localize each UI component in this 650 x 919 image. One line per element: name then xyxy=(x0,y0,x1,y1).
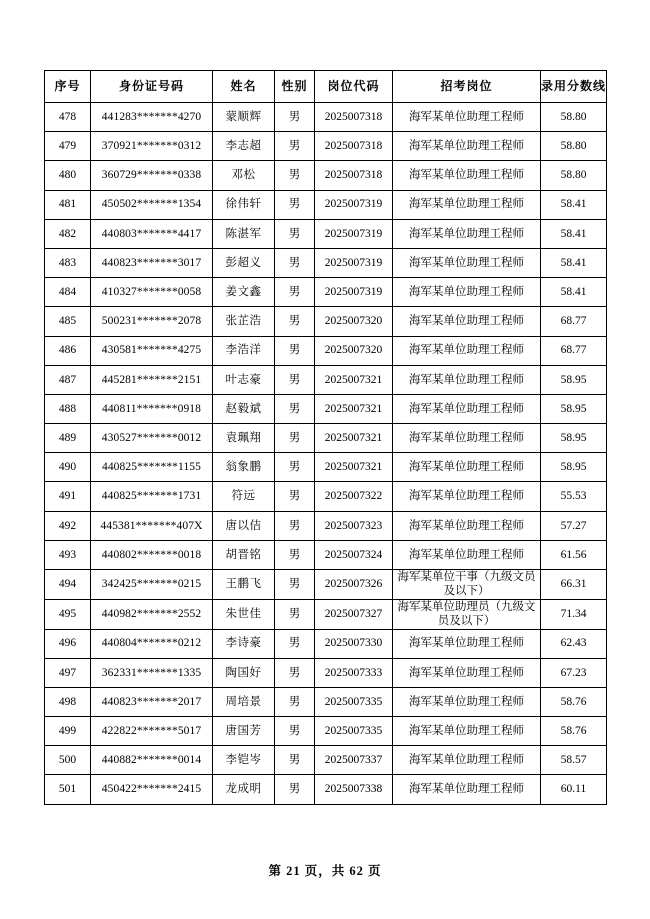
cell-post: 海军某单位助理工程师 xyxy=(393,629,541,658)
column-header-id: 身份证号码 xyxy=(91,71,213,103)
cell-seq: 499 xyxy=(45,717,91,746)
table-row xyxy=(45,511,607,540)
cell-id: 440823*******2017 xyxy=(91,687,213,716)
cell-gender: 男 xyxy=(275,599,315,629)
cell-name: 邓松 xyxy=(213,161,275,190)
cell-id: 441283*******4270 xyxy=(91,103,213,132)
cell-post: 海军某单位助理工程师 xyxy=(393,336,541,365)
cell-id: 445281*******2151 xyxy=(91,365,213,394)
table-row xyxy=(45,746,607,775)
cell-gender: 男 xyxy=(275,775,315,804)
cell-post: 海军某单位助理工程师 xyxy=(393,424,541,453)
cell-seq: 498 xyxy=(45,687,91,716)
cell-seq: 493 xyxy=(45,540,91,569)
cell-gender: 男 xyxy=(275,336,315,365)
cell-post-code: 2025007318 xyxy=(315,103,393,132)
cell-post: 海军某单位助理工程师 xyxy=(393,453,541,482)
table-row xyxy=(45,278,607,307)
table-row xyxy=(45,540,607,569)
cell-gender: 男 xyxy=(275,453,315,482)
cell-post-code: 2025007338 xyxy=(315,775,393,804)
cell-name: 袁珮翔 xyxy=(213,424,275,453)
cell-gender: 男 xyxy=(275,103,315,132)
cell-name: 李诗豪 xyxy=(213,629,275,658)
cell-seq: 495 xyxy=(45,599,91,629)
cell-id: 440803*******4417 xyxy=(91,219,213,248)
cell-post: 海军某单位干事（九级文员及以下） xyxy=(393,570,541,600)
cell-post: 海军某单位助理工程师 xyxy=(393,365,541,394)
table-row xyxy=(45,336,607,365)
cell-gender: 男 xyxy=(275,540,315,569)
cell-name: 李志超 xyxy=(213,132,275,161)
cell-id: 430527*******0012 xyxy=(91,424,213,453)
cell-post: 海军某单位助理工程师 xyxy=(393,511,541,540)
table-header-row xyxy=(45,71,607,103)
cell-score: 62.43 xyxy=(541,629,607,658)
cell-name: 陈湛军 xyxy=(213,219,275,248)
cell-post-code: 2025007337 xyxy=(315,746,393,775)
cell-seq: 479 xyxy=(45,132,91,161)
column-header-seq: 序号 xyxy=(45,71,91,103)
cell-seq: 492 xyxy=(45,511,91,540)
cell-post-code: 2025007319 xyxy=(315,278,393,307)
cell-post-code: 2025007333 xyxy=(315,658,393,687)
cell-post-code: 2025007327 xyxy=(315,599,393,629)
cell-post-code: 2025007330 xyxy=(315,629,393,658)
cell-seq: 486 xyxy=(45,336,91,365)
cell-name: 李浩洋 xyxy=(213,336,275,365)
cell-post-code: 2025007318 xyxy=(315,161,393,190)
cell-post: 海军某单位助理工程师 xyxy=(393,248,541,277)
table-row xyxy=(45,570,607,600)
cell-gender: 男 xyxy=(275,394,315,423)
page-footer: 第 21 页，共 62 页 xyxy=(268,864,382,878)
cell-seq: 481 xyxy=(45,190,91,219)
cell-score: 67.23 xyxy=(541,658,607,687)
cell-post: 海军某单位助理工程师 xyxy=(393,687,541,716)
cell-id: 360729*******0338 xyxy=(91,161,213,190)
cell-id: 440882*******0014 xyxy=(91,746,213,775)
table-body xyxy=(45,103,607,805)
cell-name: 周培景 xyxy=(213,687,275,716)
cell-score: 58.41 xyxy=(541,278,607,307)
cell-id: 440804*******0212 xyxy=(91,629,213,658)
cell-gender: 男 xyxy=(275,570,315,600)
column-header-name: 姓名 xyxy=(213,71,275,103)
cell-post-code: 2025007321 xyxy=(315,453,393,482)
cell-seq: 482 xyxy=(45,219,91,248)
column-header-post-code: 岗位代码 xyxy=(315,71,393,103)
cell-score: 57.27 xyxy=(541,511,607,540)
cell-gender: 男 xyxy=(275,365,315,394)
cell-post: 海军某单位助理工程师 xyxy=(393,219,541,248)
cell-score: 58.41 xyxy=(541,190,607,219)
cell-seq: 488 xyxy=(45,394,91,423)
cell-gender: 男 xyxy=(275,482,315,511)
cell-post: 海军某单位助理工程师 xyxy=(393,278,541,307)
cell-post-code: 2025007321 xyxy=(315,394,393,423)
cell-seq: 480 xyxy=(45,161,91,190)
cell-post: 海军某单位助理工程师 xyxy=(393,190,541,219)
cell-post-code: 2025007321 xyxy=(315,424,393,453)
cell-score: 60.11 xyxy=(541,775,607,804)
cell-score: 58.95 xyxy=(541,394,607,423)
cell-gender: 男 xyxy=(275,424,315,453)
cell-post-code: 2025007320 xyxy=(315,307,393,336)
cell-seq: 491 xyxy=(45,482,91,511)
cell-post: 海军某单位助理工程师 xyxy=(393,717,541,746)
cell-id: 342425*******0215 xyxy=(91,570,213,600)
cell-gender: 男 xyxy=(275,717,315,746)
cell-seq: 490 xyxy=(45,453,91,482)
cell-score: 58.95 xyxy=(541,424,607,453)
cell-id: 450422*******2415 xyxy=(91,775,213,804)
cell-gender: 男 xyxy=(275,658,315,687)
cell-post: 海军某单位助理员（九级文员及以下） xyxy=(393,599,541,629)
cell-score: 58.76 xyxy=(541,717,607,746)
cell-id: 445381*******407X xyxy=(91,511,213,540)
column-header-gender: 性别 xyxy=(275,71,315,103)
cell-score: 58.95 xyxy=(541,365,607,394)
cell-gender: 男 xyxy=(275,219,315,248)
cell-post: 海军某单位助理工程师 xyxy=(393,161,541,190)
table-row xyxy=(45,453,607,482)
roster-table xyxy=(44,70,607,805)
cell-post-code: 2025007326 xyxy=(315,570,393,600)
table-row xyxy=(45,219,607,248)
table-row xyxy=(45,132,607,161)
cell-gender: 男 xyxy=(275,161,315,190)
cell-gender: 男 xyxy=(275,307,315,336)
cell-name: 龙成明 xyxy=(213,775,275,804)
cell-post: 海军某单位助理工程师 xyxy=(393,775,541,804)
cell-name: 徐伟轩 xyxy=(213,190,275,219)
cell-post: 海军某单位助理工程师 xyxy=(393,103,541,132)
cell-score: 66.31 xyxy=(541,570,607,600)
cell-gender: 男 xyxy=(275,190,315,219)
cell-score: 58.80 xyxy=(541,103,607,132)
cell-name: 胡晋铭 xyxy=(213,540,275,569)
cell-gender: 男 xyxy=(275,629,315,658)
table-row xyxy=(45,775,607,804)
cell-score: 58.41 xyxy=(541,248,607,277)
cell-score: 55.53 xyxy=(541,482,607,511)
cell-post: 海军某单位助理工程师 xyxy=(393,307,541,336)
cell-seq: 497 xyxy=(45,658,91,687)
cell-score: 61.56 xyxy=(541,540,607,569)
cell-seq: 496 xyxy=(45,629,91,658)
cell-post: 海军某单位助理工程师 xyxy=(393,132,541,161)
table-row xyxy=(45,307,607,336)
cell-gender: 男 xyxy=(275,248,315,277)
cell-name: 姜文鑫 xyxy=(213,278,275,307)
table-row xyxy=(45,599,607,629)
cell-seq: 501 xyxy=(45,775,91,804)
cell-score: 58.57 xyxy=(541,746,607,775)
cell-post-code: 2025007335 xyxy=(315,717,393,746)
cell-name: 李铠岑 xyxy=(213,746,275,775)
cell-post-code: 2025007335 xyxy=(315,687,393,716)
cell-name: 朱世佳 xyxy=(213,599,275,629)
table-header xyxy=(45,71,607,103)
cell-score: 58.41 xyxy=(541,219,607,248)
cell-seq: 485 xyxy=(45,307,91,336)
column-header-post: 招考岗位 xyxy=(393,71,541,103)
cell-post-code: 2025007318 xyxy=(315,132,393,161)
cell-gender: 男 xyxy=(275,746,315,775)
cell-seq: 489 xyxy=(45,424,91,453)
cell-name: 张芷浩 xyxy=(213,307,275,336)
cell-post: 海军某单位助理工程师 xyxy=(393,540,541,569)
table-row xyxy=(45,629,607,658)
cell-name: 王鹏飞 xyxy=(213,570,275,600)
table-row xyxy=(45,248,607,277)
cell-id: 430581*******4275 xyxy=(91,336,213,365)
cell-post-code: 2025007319 xyxy=(315,190,393,219)
cell-id: 410327*******0058 xyxy=(91,278,213,307)
cell-seq: 487 xyxy=(45,365,91,394)
cell-id: 440811*******0918 xyxy=(91,394,213,423)
cell-gender: 男 xyxy=(275,687,315,716)
cell-name: 唐以佶 xyxy=(213,511,275,540)
cell-id: 440802*******0018 xyxy=(91,540,213,569)
cell-name: 蒙顺辉 xyxy=(213,103,275,132)
cell-name: 符远 xyxy=(213,482,275,511)
cell-post: 海军某单位助理工程师 xyxy=(393,746,541,775)
column-header-score: 录用分数线 xyxy=(541,71,607,103)
cell-seq: 500 xyxy=(45,746,91,775)
cell-post-code: 2025007323 xyxy=(315,511,393,540)
cell-gender: 男 xyxy=(275,511,315,540)
cell-gender: 男 xyxy=(275,132,315,161)
cell-score: 58.76 xyxy=(541,687,607,716)
cell-score: 58.80 xyxy=(541,132,607,161)
cell-post-code: 2025007322 xyxy=(315,482,393,511)
cell-post-code: 2025007320 xyxy=(315,336,393,365)
cell-score: 68.77 xyxy=(541,336,607,365)
table-row xyxy=(45,658,607,687)
cell-post: 海军某单位助理工程师 xyxy=(393,482,541,511)
cell-score: 68.77 xyxy=(541,307,607,336)
cell-seq: 494 xyxy=(45,570,91,600)
cell-id: 422822*******5017 xyxy=(91,717,213,746)
cell-name: 叶志豪 xyxy=(213,365,275,394)
table-row xyxy=(45,190,607,219)
cell-id: 440825*******1731 xyxy=(91,482,213,511)
table-row xyxy=(45,717,607,746)
table-row xyxy=(45,482,607,511)
cell-seq: 484 xyxy=(45,278,91,307)
cell-id: 440982*******2552 xyxy=(91,599,213,629)
cell-name: 翁象鹏 xyxy=(213,453,275,482)
cell-id: 370921*******0312 xyxy=(91,132,213,161)
table-row xyxy=(45,365,607,394)
cell-name: 唐国芳 xyxy=(213,717,275,746)
cell-name: 赵毅斌 xyxy=(213,394,275,423)
cell-id: 440823*******3017 xyxy=(91,248,213,277)
cell-score: 71.34 xyxy=(541,599,607,629)
cell-post-code: 2025007319 xyxy=(315,219,393,248)
cell-id: 440825*******1155 xyxy=(91,453,213,482)
table-row xyxy=(45,687,607,716)
cell-post-code: 2025007321 xyxy=(315,365,393,394)
cell-id: 500231*******2078 xyxy=(91,307,213,336)
cell-score: 58.95 xyxy=(541,453,607,482)
cell-post-code: 2025007319 xyxy=(315,248,393,277)
cell-name: 彭超义 xyxy=(213,248,275,277)
cell-post: 海军某单位助理工程师 xyxy=(393,394,541,423)
cell-id: 450502*******1354 xyxy=(91,190,213,219)
cell-gender: 男 xyxy=(275,278,315,307)
cell-id: 362331*******1335 xyxy=(91,658,213,687)
cell-post: 海军某单位助理工程师 xyxy=(393,658,541,687)
cell-seq: 478 xyxy=(45,103,91,132)
cell-seq: 483 xyxy=(45,248,91,277)
table-row xyxy=(45,103,607,132)
table-row xyxy=(45,161,607,190)
table-row xyxy=(45,394,607,423)
cell-name: 陶国好 xyxy=(213,658,275,687)
cell-score: 58.80 xyxy=(541,161,607,190)
table-row xyxy=(45,424,607,453)
cell-post-code: 2025007324 xyxy=(315,540,393,569)
